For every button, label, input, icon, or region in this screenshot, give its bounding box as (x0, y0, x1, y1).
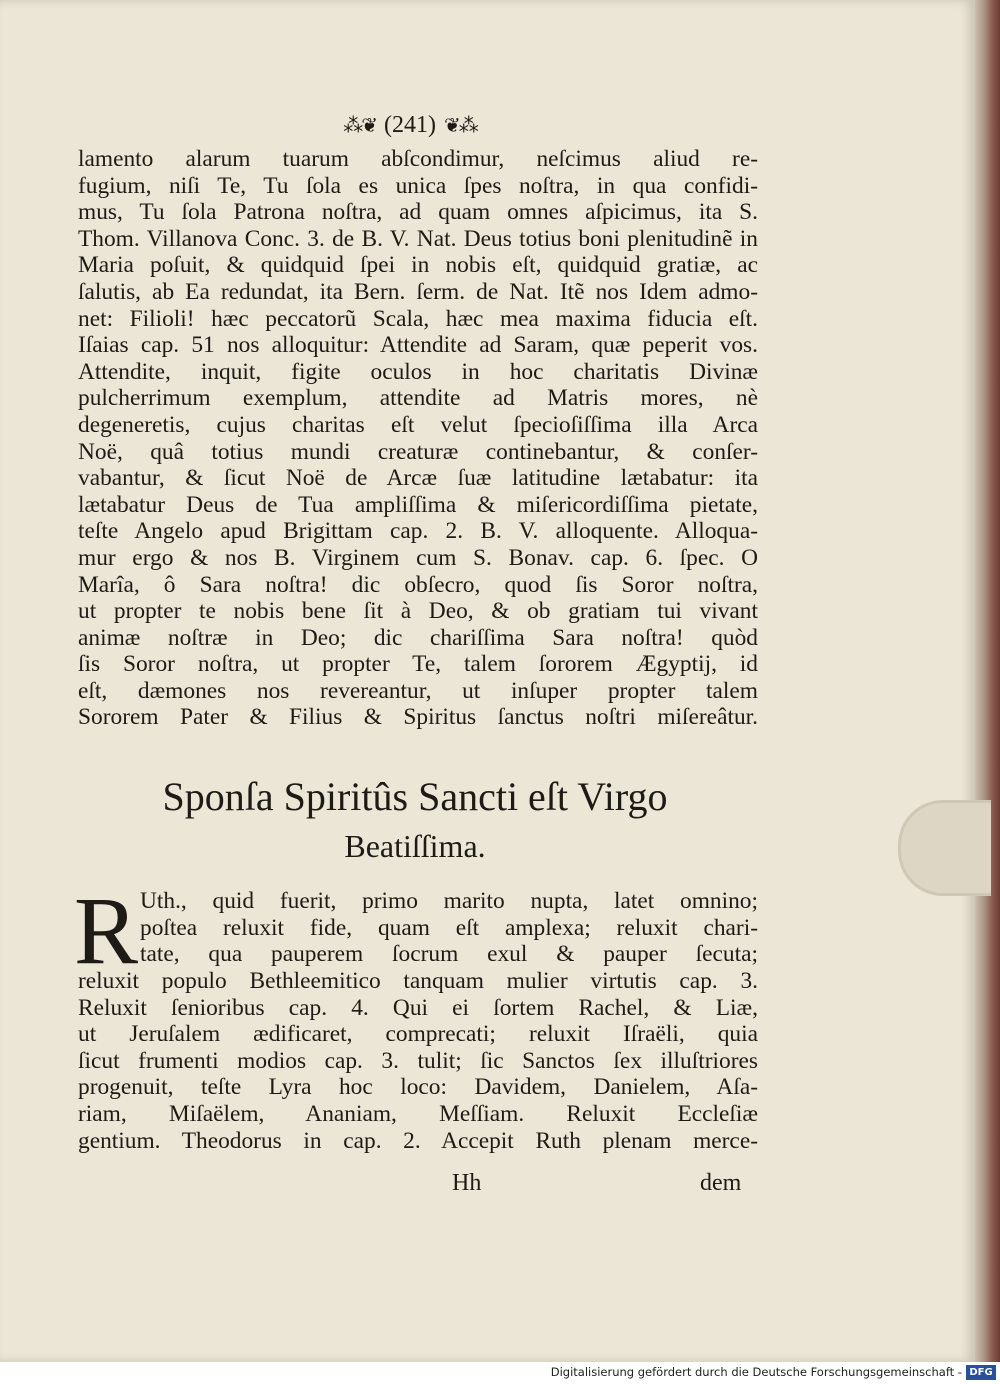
paragraph-2 (78, 968, 758, 1154)
signature-mark: Hh (452, 1170, 482, 1196)
text-line: Maria poſuit, & quidquid ſpei in nobis eſt, quidquid gratiæ, ac (78, 252, 758, 279)
text-line: progenuit, teſte Lyra hoc loco: Davidem, Danielem, Aſa- (78, 1074, 758, 1101)
text-line: ſicut frumenti modios cap. 3. tulit; ſic Sanctos ſex illuſtriores (78, 1047, 758, 1074)
text-line: teſte Angelo apud Brigittam cap. 2. B. V. alloquente. Alloqua- (78, 518, 758, 545)
text-line: pulcherrimum exemplum, attendite ad Matris mores, nè (78, 385, 758, 412)
text-line: riam, Miſaëlem, Ananiam, Meſſiam. Reluxit Eccleſiæ (78, 1100, 758, 1127)
credit-text: Digitalisierung gefördert durch die Deutsche Forschungsgemeinschaft - (550, 1365, 962, 1379)
text-line: eſt, dæmones nos revereantur, ut inſuper propter talem (78, 677, 758, 704)
text-line: reluxit populo Bethleemitico tanquam mulier virtutis cap. 3. (78, 968, 758, 994)
text-line: ſalutis, ab Ea redundat, ita Bern. ſerm. de Nat. Itẽ nos Idem admo- (78, 278, 758, 305)
text-line: net: Filioli! hæc peccatorũ Scala, hæc mea maxima fiducia eſt. (78, 305, 758, 332)
text-line: Noë, quâ totius mundi creaturæ continebantur, & conſer- (78, 438, 758, 465)
text-line: lætabatur Deus de Tua ampliſſima & miſericordiſſima pietate, (78, 491, 758, 518)
text-line: vabantur, & ſicut Noë de Arcæ ſuæ latitudine lætabatur: ita (78, 465, 758, 492)
text-line: ut propter te nobis bene ſit à Deo, & ob gratiam tui vivant (78, 598, 758, 625)
dfg-logo-icon: DFG (966, 1365, 996, 1380)
text-line: Uth., quid fuerit, primo marito nupta, latet omnino; (140, 888, 758, 914)
paragraph-1 (78, 146, 758, 731)
text-line: Thom. Villanova Conc. 3. de B. V. Nat. Deus totius boni plenitudinẽ in (78, 225, 758, 252)
text-line: Iſaias cap. 51 nos alloquitur: Attendite ad Saram, quæ peperit vos. (78, 332, 758, 359)
page-number: (241) (384, 111, 436, 138)
text-line: tate, qua pauperem ſocrum exul & pauper ſecuta; (140, 941, 758, 968)
text-line: lamento alarum tuarum abſcondimur, neſcimus aliud re- (78, 146, 758, 172)
catchword: dem (700, 1170, 742, 1196)
text-line: Marîa, ô Sara noſtra! dic obſecro, quod ſis Soror noſtra, (78, 571, 758, 598)
text-line: Attendite, inquit, figite oculos in hoc charitatis Divinæ (78, 358, 758, 385)
section-title-line-2: Beatiſſima. (344, 828, 486, 864)
text-line: fugium, niſi Te, Tu ſola es unica ſpes noſtra, in qua confidi- (78, 172, 758, 199)
ornament-right: ❦⁂ (443, 114, 477, 137)
page-header (300, 108, 520, 142)
drop-cap: R (74, 877, 139, 984)
text-line: animæ noſtræ in Deo; dic chariſſima Sara noſtra! quòd (78, 624, 758, 651)
credit-bar (0, 1362, 1000, 1384)
text-line: mur ergo & nos B. Virginem cum S. Bonav. cap. 6. ſpec. O (78, 544, 758, 571)
section-title-line-1: Sponſa Spiritûs Sancti eſt Virgo (162, 774, 668, 819)
text-line: poſtea reluxit fide, quam eſt amplexa; reluxit chari- (140, 914, 758, 941)
text-line: Sororem Pater & Filius & Spiritus ſanctus noſtri miſereâtur. (78, 704, 758, 731)
page-clip (898, 800, 991, 896)
text-line: degeneretis, cujus charitas eſt velut ſpecioſiſſima illa Arca (78, 411, 758, 438)
text-line: mus, Tu ſola Patrona noſtra, ad quam omnes aſpicimus, ita S. (78, 199, 758, 226)
paragraph-2-indented (140, 888, 758, 968)
text-line: gentium. Theodorus in cap. 2. Accepit Ruth plenam merce- (78, 1127, 758, 1154)
section-title (90, 770, 740, 868)
page-edge (975, 0, 1000, 1362)
ornament-left: ⁂❦ (343, 114, 376, 137)
text-line: Reluxit ſenioribus cap. 4. Qui ei ſortem Rachel, & Liæ, (78, 994, 758, 1021)
text-line: ſis Soror noſtra, ut propter Te, talem ſororem Ægyptij, id (78, 651, 758, 678)
text-line: ut Jeruſalem ædificaret, comprecati; reluxit Iſraëli, quia (78, 1021, 758, 1048)
